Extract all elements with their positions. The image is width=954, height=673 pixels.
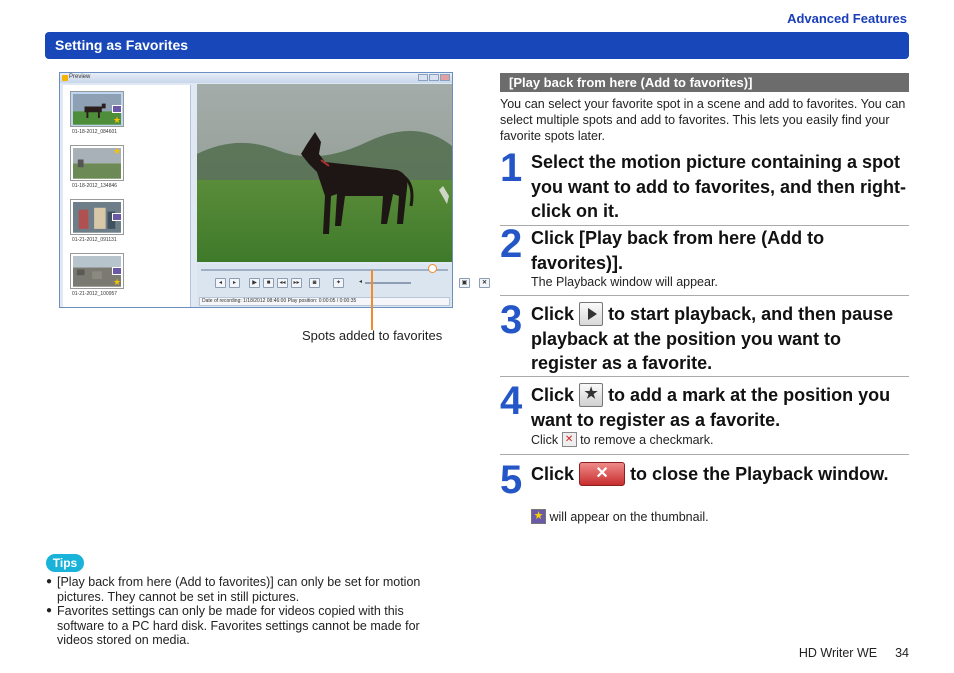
step-text: to start playback, and then pause playback at the position you want to register as a favorite. [531, 304, 894, 373]
bullet-icon: ● [46, 576, 53, 587]
advanced-features-link[interactable]: Advanced Features [787, 11, 907, 26]
section-title-bar [45, 32, 909, 59]
close-playback-button[interactable]: ✕ [479, 278, 490, 288]
volume-icon: ◂ [358, 279, 362, 285]
playback-controls [197, 264, 488, 307]
step-heading [531, 462, 909, 487]
step-text: to close the Playback window. [630, 464, 889, 484]
intro-paragraph: You can select your favorite spot in a scene and add to favorites. You can select multiple spots and add to favorites. This lets you easily find your favorite spots later. [500, 97, 906, 143]
step-text: to add a mark at the position you want to register as a favorite. [531, 385, 891, 430]
previous-icon[interactable]: ◂ [215, 278, 226, 288]
thumbnail-item [70, 199, 124, 235]
favorite-position-marker [428, 264, 437, 273]
add-mark-button[interactable]: ✦ [333, 278, 344, 288]
seek-bar[interactable] [201, 269, 448, 271]
thumbnail-item [70, 91, 124, 127]
close-icon: ✕ [579, 462, 625, 486]
step-number: 3 [500, 298, 523, 342]
divider [500, 295, 909, 296]
minimize-icon [418, 74, 428, 81]
step-number: 2 [500, 222, 523, 266]
step-heading: Select the motion picture containing a spot you want to add to favorites, and then right-click on it. [531, 152, 907, 221]
step-note [531, 433, 713, 447]
remove-mark-icon: ✕ [562, 432, 577, 447]
next-icon[interactable]: ▸ [229, 278, 240, 288]
window-titlebar [60, 73, 452, 83]
note-text: will appear on the thumbnail. [549, 510, 709, 524]
close-window-icon [440, 74, 450, 81]
callout-line [371, 270, 373, 330]
bullet-icon: ● [46, 605, 53, 616]
rewind-button[interactable]: ◂◂ [277, 278, 288, 288]
step-number: 5 [500, 458, 523, 502]
fullscreen-button[interactable]: ▣ [459, 278, 470, 288]
subheading-bar [500, 73, 909, 92]
stop-button[interactable]: ■ [263, 278, 274, 288]
step-text: Click [531, 385, 575, 405]
play-button[interactable]: ▶ [249, 278, 260, 288]
favorite-badge-icon [112, 105, 122, 113]
favorite-star-icon: ★ [531, 509, 546, 524]
thumbnail-list [63, 85, 191, 307]
snapshot-button[interactable]: ◙ [309, 278, 320, 288]
step-heading [531, 302, 909, 376]
step-number: 4 [500, 379, 523, 423]
thumbnail-item [70, 253, 124, 289]
video-preview [197, 84, 452, 262]
play-icon [579, 302, 603, 326]
favorite-badge-icon [112, 267, 122, 275]
fast-forward-button[interactable]: ▸▸ [291, 278, 302, 288]
preview-window-screenshot [59, 72, 488, 308]
step-note [531, 510, 709, 524]
favorite-star-icon: ★ [113, 146, 122, 156]
step-note: The Playback window will appear. [531, 275, 718, 289]
thumbnail-caption: 01-18-2012_084601 [72, 129, 118, 135]
step-text: Click [531, 304, 575, 324]
recording-info-bar: Date of recording: 1/18/2012 08:46:00 Play position: 0:00:05 / 0:00:35 [199, 297, 450, 306]
product-name: HD Writer WE [798, 646, 878, 660]
subheading: [Play back from here (Add to favorites)] [509, 75, 753, 90]
dog-video-frame [197, 84, 452, 262]
thumbnail-caption: 01-21-2012_091131 [72, 237, 117, 243]
add-mark-icon: ★ [579, 383, 603, 407]
thumbnail-item [70, 145, 124, 181]
callout-label: Spots added to favorites [302, 328, 443, 343]
app-icon [62, 75, 68, 81]
section-title: Setting as Favorites [55, 37, 189, 53]
step-number: 1 [500, 146, 523, 190]
window-title: Preview [69, 74, 91, 80]
thumbnail-caption: 01-21-2012_100957 [72, 291, 118, 297]
favorite-badge-icon [112, 213, 122, 221]
divider [500, 454, 909, 455]
page-footer [799, 646, 909, 660]
divider [500, 376, 909, 377]
favorite-star-icon: ★ [113, 277, 122, 287]
note-text: Click [531, 433, 559, 447]
step-text: Click [531, 464, 575, 484]
page-number: 34 [895, 646, 909, 660]
favorite-star-icon: ★ [113, 115, 122, 125]
tips-badge: Tips [46, 554, 84, 572]
tip-text: Favorites settings can only be made for videos copied with this software to a PC hard disk. Favorites settings cannot be made for videos stored on media. [57, 604, 420, 647]
note-text: to remove a checkmark. [580, 433, 714, 447]
window-buttons [418, 74, 450, 81]
tip-text: [Play back from here (Add to favorites)] can only be set for motion pictures. They cannot be set in still pictures. [57, 575, 421, 604]
tip-item [46, 575, 446, 604]
tip-item [46, 604, 446, 648]
step-heading [531, 383, 909, 432]
maximize-icon [429, 74, 439, 81]
step-heading: Click [Play back from here (Add to favorites)]. [531, 228, 825, 273]
thumbnail-caption: 01-18-2012_134846 [72, 183, 118, 189]
